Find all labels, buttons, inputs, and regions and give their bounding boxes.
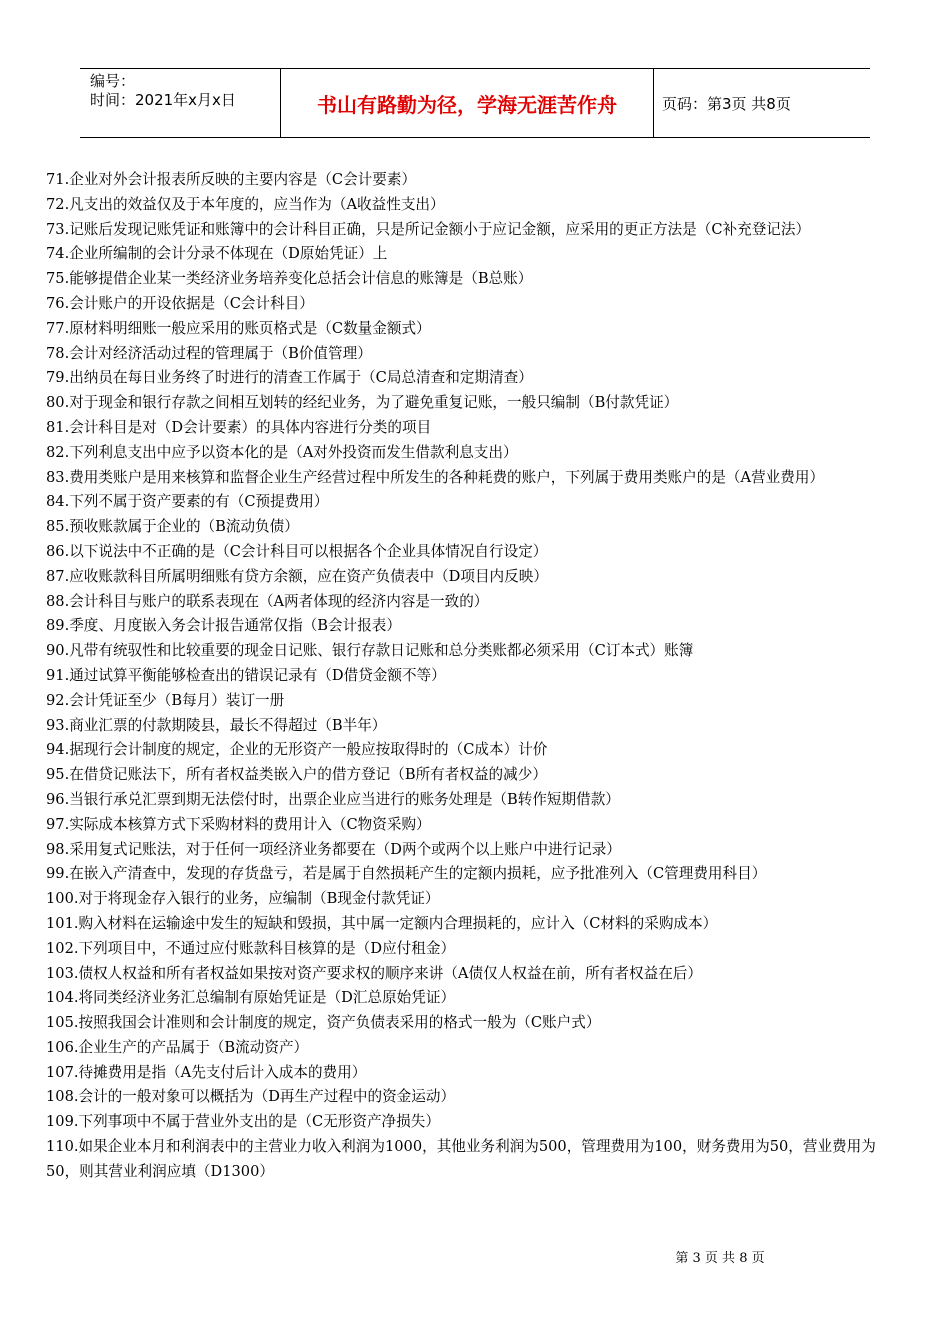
question-item: 74.企业所编制的会计分录不体现在（D原始凭证）上 [46, 245, 388, 263]
question-item: 75.能够提借企业某一类经济业务培养变化总括会计信息的账簿是（B总账） [46, 270, 533, 288]
question-item: 78.会计对经济活动过程的管理属于（B价值管理） [46, 344, 372, 362]
question-list [46, 168, 908, 1185]
question-item: 109.下列事项中不属于营业外支出的是（C无形资产净损失） [46, 1113, 440, 1131]
header-motto: 书山有路勤为径，学海无涯苦作舟 [281, 69, 654, 137]
question-item: 84.下列不属于资产要素的有（C预提费用） [46, 493, 329, 511]
question-item: 100.对于将现金存入银行的业务，应编制（B现金付款凭证） [46, 890, 440, 908]
question-item: 97.实际成本核算方式下采购材料的费用计入（C物资采购） [46, 815, 431, 833]
page-header [80, 68, 870, 138]
time-label: 时间：2021年x月x日 [90, 91, 236, 109]
question-item: 103.债权人权益和所有者权益如果按对资产要求权的顺序来讲（A债仅人权益在前，所有者权益在后） [46, 964, 702, 982]
page-footer [0, 1247, 950, 1266]
question-item: 77.原材料明细账一般应采用的账页格式是（C数量金额式） [46, 319, 431, 337]
question-item: 90.凡带有统驭性和比较重要的现金日记账、银行存款日记账和总分类账都必须采用（C订本式）账簿 [46, 642, 694, 660]
question-item: 102.下列项目中，不通过应付账款科目核算的是（D应付租金） [46, 939, 456, 957]
question-item: 93.商业汇票的付款期陵县，最长不得超过（B半年） [46, 716, 387, 734]
question-item: 107.待摊费用是指（A先支付后计入成本的费用） [46, 1063, 367, 1081]
question-item: 71.企业对外会计报表所反映的主要内容是（C会计要素） [46, 171, 417, 188]
question-item: 72.凡支出的效益仅及于本年度的，应当作为（A收益性支出） [46, 195, 445, 213]
question-item: 106.企业生产的产品属于（B流动资产） [46, 1038, 309, 1056]
question-item: 76.会计账户的开设依据是（C会计科目） [46, 294, 314, 312]
question-item: 83.费用类账户是用来核算和监督企业生产经营过程中所发生的各种耗费的账户，下列属于费用类账户的是（A营业费用） [46, 468, 825, 486]
footer-page-number: 第 3 页 共 8 页 [675, 1251, 765, 1266]
question-item: 81.会计科目是对（D会计要素）的具体内容进行分类的项目 [46, 418, 432, 436]
question-item: 101.购入材料在运输途中发生的短缺和毁损，其中属一定额内合理损耗的，应计入（C材料的采购成本） [46, 914, 718, 932]
question-item: 85.预收账款属于企业的（B流动负债） [46, 518, 299, 536]
question-item: 73.记账后发现记账凭证和账簿中的会计科目正确，只是所记金额小于应记金额，应采用的更正方法是（C补充登记法） [46, 220, 811, 238]
header-info-cell [80, 69, 281, 137]
question-item: 86.以下说法中不正确的是（C会计科目可以根据各个企业具体情况自行设定） [46, 542, 548, 560]
question-item: 80.对于现金和银行存款之间相互划转的经纪业务，为了避免重复记账，一般只编制（B付款凭证） [46, 394, 679, 412]
question-item: 91.通过试算平衡能够检查出的错误记录有（D借贷金额不等） [46, 666, 446, 684]
question-item: 98.采用复式记账法，对于任何一项经济业务都要在（D两个或两个以上账户中进行记录） [46, 840, 621, 858]
question-item: 110.如果企业本月和利润表中的主营业力收入利润为1000，其他业务利润为500，管理费用为100，财务费用为50，营业费用为50，则其营业利润应填（D1300） [46, 1138, 876, 1180]
question-item: 89.季度、月度嵌入务会计报告通常仅指（B会计报表） [46, 617, 401, 635]
question-item: 96.当银行承兑汇票到期无法偿付时，出票企业应当进行的账务处理是（B转作短期借款） [46, 790, 620, 808]
question-item: 88.会计科目与账户的联系表现在（A两者体现的经济内容是一致的） [46, 592, 489, 610]
question-item: 95.在借贷记账法下，所有者权益类嵌入户的借方登记（B所有者权益的减少） [46, 766, 547, 784]
question-item: 99.在嵌入产清查中，发现的存货盘亏，若是属于自然损耗产生的定额内损耗，应予批准列入（C管理费用科目） [46, 865, 767, 883]
question-item: 79.出纳员在每日业务终了时进行的清查工作属于（C局总清查和定期清查） [46, 369, 533, 387]
question-item: 92.会计凭证至少（B每月）装订一册 [46, 691, 285, 709]
header-page-code: 页码：第3页 共8页 [662, 94, 791, 113]
serial-label: 编号： [90, 72, 136, 90]
question-item: 104.将同类经济业务汇总编制有原始凭证是（D汇总原始凭证） [46, 989, 456, 1007]
question-item: 94.据现行会计制度的规定，企业的无形资产一般应按取得时的（C成本）计价 [46, 741, 548, 759]
question-item: 105.按照我国会计准则和会计制度的规定，资产负债表采用的格式一般为（C账户式） [46, 1014, 601, 1032]
question-item: 87.应收账款科目所属明细账有贷方余额，应在资产负债表中（D项目内反映） [46, 567, 548, 585]
question-item: 82.下列利息支出中应予以资本化的是（A对外投资而发生借款利息支出） [46, 443, 518, 461]
question-item: 108.会计的一般对象可以概括为（D再生产过程中的资金运动） [46, 1088, 456, 1106]
